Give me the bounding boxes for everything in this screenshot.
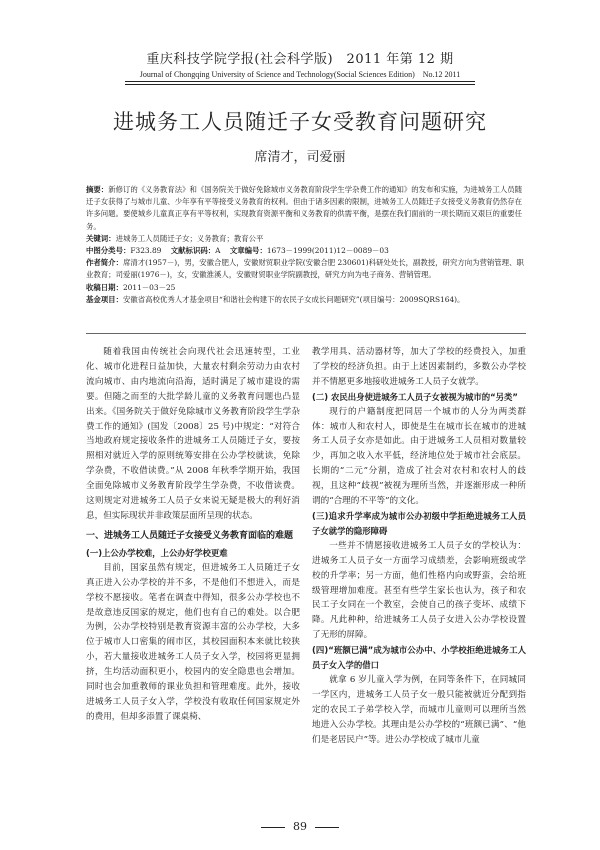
received-label: 收稿日期： — [86, 282, 123, 292]
doc-code-label: 文献标识码： — [170, 246, 216, 256]
subsection-3-text: 一些并不情愿接收进城务工人员子女的学校认为：进城务工人员子女一方面学习成绩差，会影响班级或学校的升学率；另一方面，他们性格内向或野蛮，会给班级管理增加难度。甚至有些学生家长也认为，孩子和农民工子女同在一个教室，会使自己的孩子变坏、成绩下降。凡此种种，给进城务工人员子女进入公办学校设置了无形的屏障。 — [312, 540, 526, 641]
subsection-heading-2: (二) 农民出身使进城务工人员子女被视为城市的“另类” — [312, 391, 518, 402]
subsection-heading-1: (一)上公办学校难，上公办好学校更难 — [86, 547, 228, 558]
article-number-value: 1673－1999(2011)12－0089－03 — [266, 246, 389, 256]
journal-header — [0, 48, 600, 80]
header-rule-thick — [125, 81, 475, 82]
right-column — [312, 345, 526, 747]
continued-paragraph: 教学用具、活动器材等，加大了学校的经费投入，加重了学校的经济负担。由于上述因素制约，多数公办学校并不情愿更多地接收进城务工人员子女就学。 — [312, 347, 526, 387]
meta-divider — [86, 333, 526, 334]
author-info — [86, 257, 526, 281]
article-number-label: 文章编号： — [229, 246, 267, 256]
article-title: 进城务工人员随迁子女受教育问题研究 — [113, 110, 487, 134]
subsection-2-text: 现行的户籍制度把同居一个城市的人分为两类群体：城市人和农村人，即使是生在城市长在城市的进城务工人员子女亦是如此。由于进城务工人员相对数量较少，再加之收入水平低，经济地位处于城市社会底层。长期的“二元”分割，造成了社会对农村和农村人的歧视，且这种“歧视”被视为理所当然，并逐渐形成一种所谓的“合理的不平等”的文化。 — [312, 406, 526, 507]
article-authors: 席清才，司爱丽 — [254, 150, 346, 165]
page-footer — [0, 820, 600, 833]
author-info-text: 席清才(1957－)，男，安徽合肥人，安徽财贸职业学院(安徽合肥 230601)科研处处长，副教授，研究方向为营销管理、职业教育；司爱丽(1976－)，女，安徽淮溪人，安徽财贸职业学院副教授，研究方向为电子商务、营销管理。 — [86, 258, 524, 280]
header-rule-thin — [125, 84, 475, 85]
page-number: 89 — [293, 820, 307, 833]
article-meta — [86, 184, 526, 306]
footer-dash-right — [315, 827, 339, 828]
fund-label: 基金项目： — [86, 294, 123, 304]
keywords — [86, 233, 526, 245]
keywords-text: 进城务工人员随迁子女；义务教育；教育公平 — [115, 233, 264, 243]
keywords-label: 关键词： — [86, 233, 116, 243]
author-info-label: 作者简介： — [86, 258, 123, 268]
journal-title-en: Journal of Chongqing University of Science and Technology(Social Sciences Edition) No.12 2011 — [139, 70, 461, 79]
subsection-heading-3: (三)追求升学率成为城市公办初级中学拒绝进城务工人员子女就学的隐形障碍 — [312, 510, 526, 536]
subsection-1-text: 目前，国家虽然有规定，但进城务工人员随迁子女真正进入公办学校的并不多，不是他们不想进入，而是学校不愿接收。笔者在调查中得知，很多公办学校也不是故意违反国家的规定，他们也有自己的难处。以合肥为例，公办学校特别是教育资源丰富的公办学校，大多位于城市人口密集的闹市区，其校园面积本来就比较狭小，若大量接收进城务工人员子女入学，校园将更显拥挤，生均活动面积更小，校园内的安全隐患也会增加。同时也会加重教师的课业负担和管理难度。此外，接收进城务工人员子女入学，学校没有收取任何国家规定外的费用，但却多添置了课桌椅、 — [86, 562, 300, 722]
fund-text: 安徽省高校优秀人才基金项目“和谐社会构建下的农民子女成长问题研究”(项目编号：2009SQRS164)。 — [122, 294, 465, 304]
classification-line — [86, 245, 526, 257]
intro-paragraph: 随着我国由传统社会向现代社会迅速转型，工业化、城市化进程日益加快，大量农村剩余劳动力由农村流向城市、由内地流向沿海，适时满足了城市建设的需要。但随之而至的大批学龄儿童的义务教育问题也凸显出来。《国务院关于做好免除城市义务教育阶段学生学杂费工作的通知》(国发〔2008〕25 号)中规定：“对符合当地政府规定接收条件的进城务工人员随迁子女，要按照相对就近入学的原则统筹安排在公办学校就读，免除学杂费，不收借读费。”从 2008 年秋季学期开始，我国全面免除城市义务教育阶段学生学杂费，不收借读费。这则规定对进城务工人员子女来说无疑是极大的利好消息，但实际现状并非政策层面所呈现的状态。 — [86, 347, 300, 521]
abstract — [86, 184, 526, 233]
abstract-text: 新修订的《义务教育法》和《国务院关于做好免除城市义务教育阶段学生学杂费工作的通知》的发布和实施，为进城务工人员随迁子女获得了与城市儿童、少年享有平等接受义务教育的权利。但由于诸多因素的限制，进城务工人员随迁子女接受义务教育仍然存在许多问题。要使城乡儿童真正享有平等权利，实现教育资源平衡和义务教育的供需平衡，是摆在我们面前的一项长期而又艰巨的重要任务。 — [86, 185, 523, 231]
left-column — [86, 345, 300, 725]
abstract-label: 摘要： — [86, 185, 109, 194]
clc-label: 中图分类号： — [86, 246, 131, 256]
subsection-heading-4: (四)“班额已满”成为城市公办中、小学校拒绝进城务工人员子女入学的借口 — [312, 645, 526, 671]
subsection-4-text: 就拿 6 岁儿童入学为例，在同等条件下，在同城同一学区内，进城务工人员子女一般只能被就近分配到指定的农民工子弟学校入学，而城市儿童则可以理所当然地进入公办学校。其理由是公办学校的“班额已满”、“他们是老居民户”等。进公办学校成了城市儿童 — [312, 674, 526, 745]
fund-info — [86, 294, 526, 306]
received-date — [86, 282, 526, 294]
doc-code-value: A — [215, 246, 221, 256]
received-value: 2011－03－25 — [122, 282, 176, 292]
journal-title-cn: 重庆科技学院学报(社会科学版) 2011 年第 12 期 — [146, 52, 454, 67]
section-heading-1: 一、进城务工人员随迁子女接受义务教育面临的难题 — [86, 530, 294, 541]
clc-value: F323.89 — [130, 246, 162, 256]
footer-dash-left — [261, 827, 285, 828]
